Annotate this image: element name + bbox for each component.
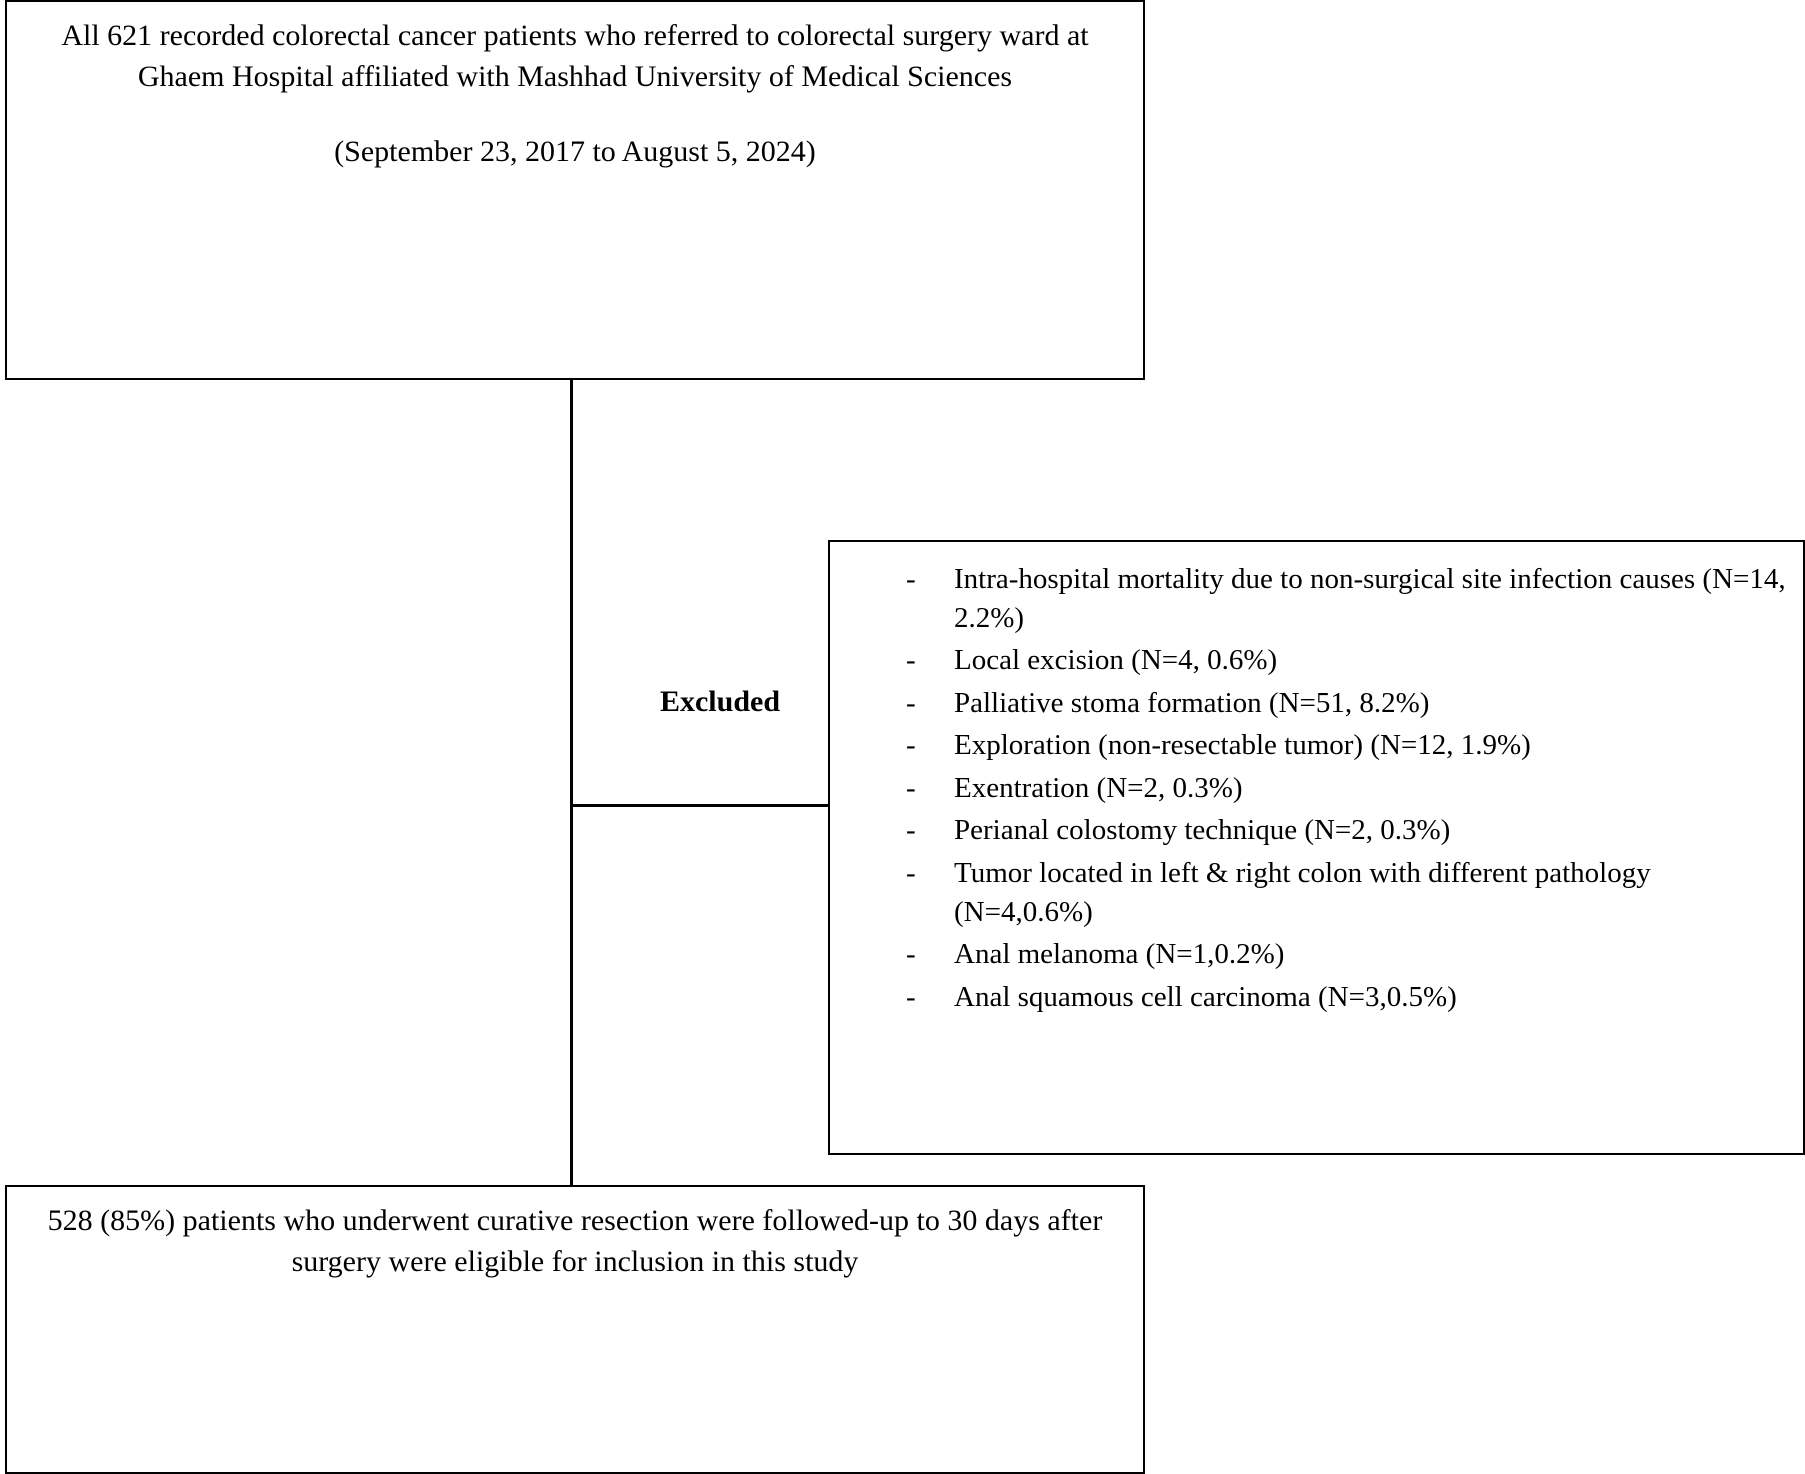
list-item <box>844 726 1793 765</box>
list-item <box>844 811 1793 850</box>
list-item <box>844 935 1793 974</box>
list-item-label: Perianal colostomy technique (N=2, 0.3%) <box>954 814 1451 847</box>
enrollment-box <box>5 0 1145 380</box>
included-text: 528 (85%) patients who underwent curative resection were followed-up to 30 days after surgery were eligible for inclusion in this study <box>47 1204 1103 1278</box>
bullet-dash: - <box>906 856 916 889</box>
excluded-list <box>844 560 1793 1016</box>
list-item-label: Intra-hospital mortality due to non-surgical site infection causes (N=14, 2.2%) <box>954 563 1786 634</box>
enrollment-text-primary: All 621 recorded colorectal cancer patients who referred to colorectal surgery ward at Ghaem Hospital affiliated with Mashhad University of Medical Sciences <box>61 19 1089 93</box>
enrollment-text-date-range: (September 23, 2017 to August 5, 2024) <box>334 134 816 168</box>
excluded-label: Excluded <box>659 685 781 718</box>
bullet-dash: - <box>906 729 916 762</box>
bullet-dash: - <box>906 771 916 804</box>
bullet-dash: - <box>906 563 916 595</box>
excluded-box <box>828 540 1805 1155</box>
bullet-dash: - <box>906 686 916 719</box>
list-item <box>844 978 1793 1017</box>
list-item <box>844 684 1793 723</box>
list-item <box>844 560 1793 637</box>
list-item-label: Tumor located in left & right colon with different pathology (N=4,0.6%) <box>954 856 1651 928</box>
list-item <box>844 769 1793 808</box>
connector-vertical-top <box>570 380 573 806</box>
included-box <box>5 1185 1145 1474</box>
list-item-label: Local excision (N=4, 0.6%) <box>954 644 1278 677</box>
list-item-label: Anal squamous cell carcinoma (N=3,0.5%) <box>954 980 1457 1013</box>
bullet-dash: - <box>906 980 916 1013</box>
connector-vertical-bottom <box>570 804 573 1187</box>
list-item <box>844 854 1793 931</box>
list-item <box>844 641 1793 680</box>
bullet-dash: - <box>906 644 916 677</box>
list-item-label: Palliative stoma formation (N=51, 8.2%) <box>954 686 1430 719</box>
bullet-dash: - <box>906 938 916 971</box>
bullet-dash: - <box>906 814 916 847</box>
list-item-label: Exentration (N=2, 0.3%) <box>954 771 1243 804</box>
list-item-label: Exploration (non-resectable tumor) (N=12, 1.9%) <box>954 729 1531 762</box>
list-item-label: Anal melanoma (N=1,0.2%) <box>954 938 1285 971</box>
connector-horizontal-excluded <box>570 804 830 807</box>
